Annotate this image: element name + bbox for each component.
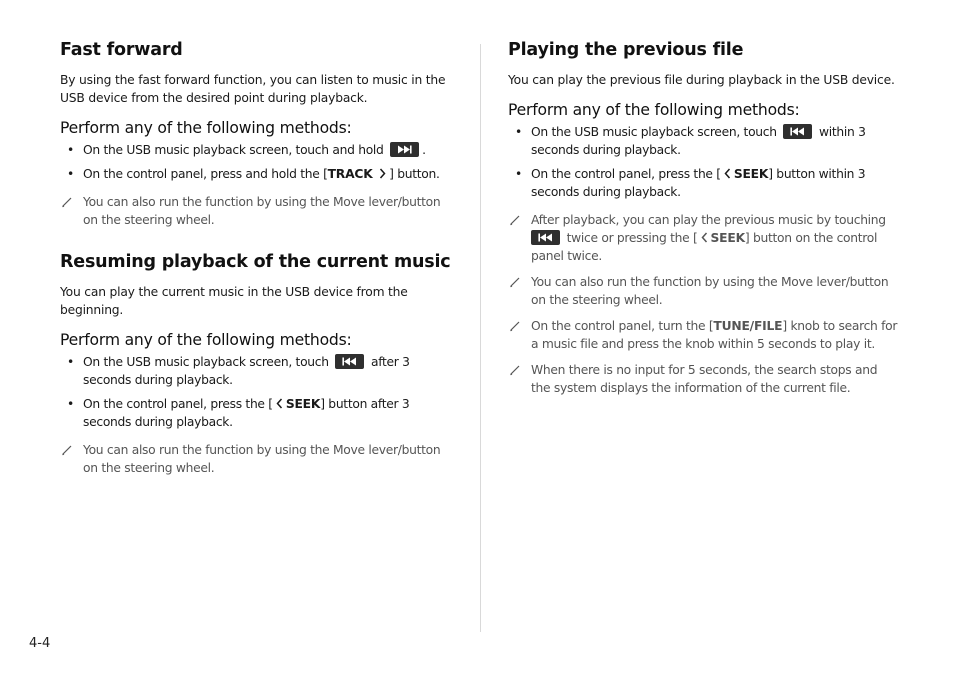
previous-track-icon	[531, 230, 560, 245]
list-item	[508, 165, 900, 201]
bullet-text: after 3 seconds during playback.	[83, 355, 410, 387]
note-pen-icon	[61, 196, 73, 208]
note-text: You can also run the function by using the Move lever/button on the steering wheel.	[83, 195, 441, 227]
column-divider	[480, 44, 481, 632]
bullet-text: On the USB music playback screen, touch	[531, 125, 777, 139]
tune-file-key-label: TUNE/FILE	[713, 319, 783, 333]
page-number: 4-4	[29, 636, 51, 651]
seek-key-label: SEEK	[285, 397, 321, 411]
note-pen-icon	[509, 320, 521, 332]
seek-key-label: SEEK	[733, 167, 769, 181]
previous-file-description: You can play the previous file during playback in the USB device.	[508, 73, 895, 87]
previous-methods-heading: Perform any of the following methods:	[508, 101, 800, 119]
resume-playback-heading: Resuming playback of the current music	[60, 252, 451, 272]
bullet-text: On the control panel, press the [	[531, 167, 721, 181]
note-text: twice or pressing the [	[566, 231, 698, 245]
previous-track-icon	[335, 354, 364, 369]
resume-playback-description: You can play the current music in the USB device from the beginning.	[60, 285, 408, 317]
list-item	[60, 353, 452, 389]
fast-forward-methods-list	[60, 141, 452, 183]
previous-file-heading: Playing the previous file	[508, 40, 744, 60]
right-column	[508, 40, 900, 397]
chevron-right-icon	[379, 168, 386, 179]
fast-forward-methods-heading: Perform any of the following methods:	[60, 119, 352, 137]
note	[508, 317, 900, 353]
note-text: You can also run the function by using the Move lever/button on the steering wheel.	[83, 443, 441, 475]
note-pen-icon	[61, 444, 73, 456]
list-item	[508, 123, 900, 159]
note	[60, 441, 452, 477]
note-text: ] button on the control panel twice.	[531, 231, 878, 263]
fast-forward-icon	[390, 142, 419, 157]
bullet-text: On the USB music playback screen, touch	[83, 355, 329, 369]
note-pen-icon	[509, 364, 521, 376]
bullet-text: within 3 seconds during playback.	[531, 125, 866, 157]
note	[508, 273, 900, 309]
note-text: ] knob to search for a music file and press the knob within 5 seconds to play it.	[531, 319, 898, 351]
previous-track-icon	[783, 124, 812, 139]
chevron-left-icon	[701, 232, 708, 243]
bullet-text: On the control panel, press and hold the [	[83, 167, 328, 181]
note-pen-icon	[509, 276, 521, 288]
fast-forward-heading: Fast forward	[60, 40, 183, 60]
note	[508, 211, 900, 265]
list-item	[60, 165, 452, 183]
note-pen-icon	[509, 214, 521, 226]
bullet-text-end: .	[422, 143, 426, 157]
bullet-text: On the USB music playback screen, touch and hold	[83, 143, 384, 157]
note-text: After playback, you can play the previous music by touching	[531, 213, 886, 227]
seek-key-label: SEEK	[710, 231, 745, 245]
bullet-text: ] button.	[389, 167, 440, 181]
list-item	[60, 395, 452, 431]
bullet-text: ] button within 3 seconds during playback.	[531, 167, 866, 199]
note	[508, 361, 900, 397]
fast-forward-description: By using the fast forward function, you can listen to music in the USB device from the desired point during playback.	[60, 73, 446, 105]
note-text: You can also run the function by using the Move lever/button on the steering wheel.	[531, 275, 889, 307]
note-text: When there is no input for 5 seconds, the search stops and the system displays the information of the current file.	[531, 363, 878, 395]
track-key-label: TRACK	[327, 167, 373, 181]
bullet-text: On the control panel, press the [	[83, 397, 273, 411]
left-column	[60, 40, 452, 477]
list-item	[60, 141, 452, 159]
previous-methods-list	[508, 123, 900, 201]
chevron-left-icon	[276, 398, 283, 409]
bullet-text: ] button after 3 seconds during playback.	[83, 397, 410, 429]
resume-methods-list	[60, 353, 452, 431]
resume-methods-heading: Perform any of the following methods:	[60, 331, 352, 349]
note	[60, 193, 452, 229]
note-text: On the control panel, turn the [	[531, 319, 714, 333]
chevron-left-icon	[724, 168, 731, 179]
